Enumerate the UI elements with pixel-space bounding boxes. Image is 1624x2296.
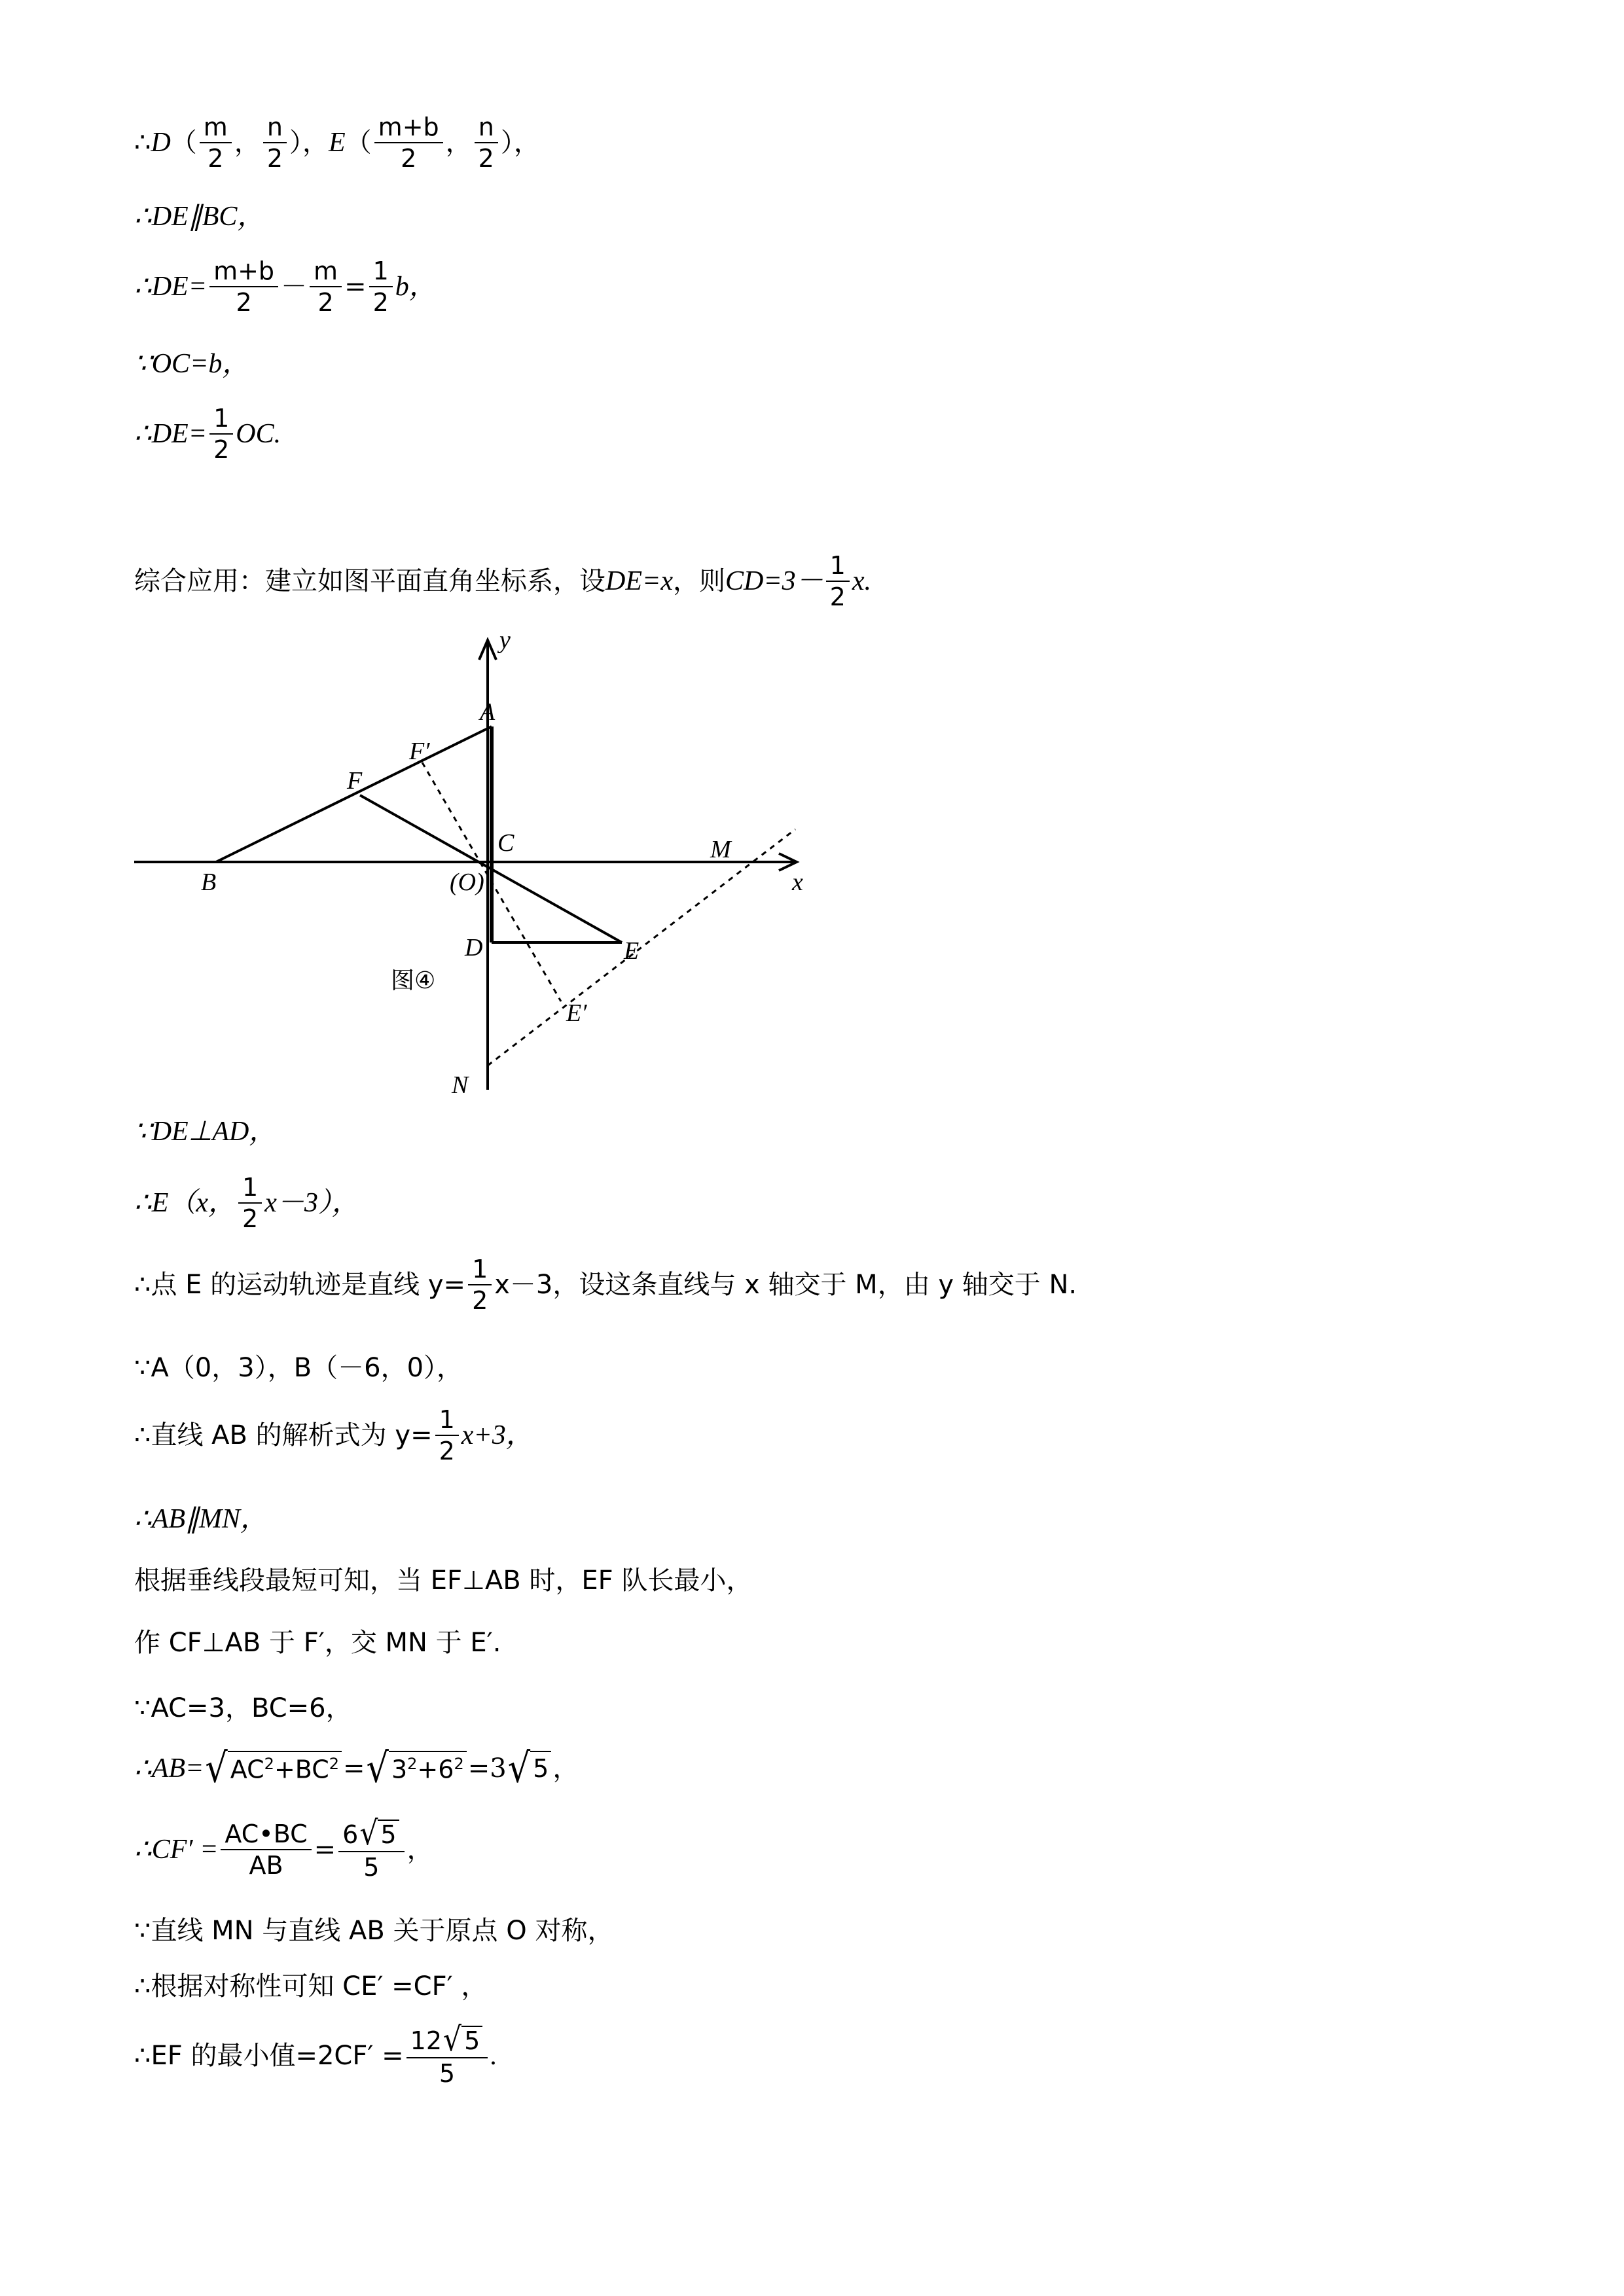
square-root: [507, 1744, 552, 1792]
fraction: [238, 1175, 262, 1231]
fraction: [475, 115, 498, 171]
statement: ∴DE∥BC，: [134, 202, 265, 232]
coefficient: 6: [342, 1820, 359, 1849]
square-root: [366, 1744, 467, 1792]
point-d: D: [151, 128, 171, 158]
radicand: 5: [530, 1751, 551, 1786]
statement: ∴根据对称性可知 CE′ =CF′ ，: [134, 1971, 488, 2001]
line-5: [134, 406, 281, 462]
denominator: 2: [472, 1286, 488, 1315]
numerator: m: [200, 115, 232, 143]
line-6: [134, 553, 871, 609]
comma: ，: [445, 128, 472, 158]
radical-sign: √: [507, 1744, 531, 1792]
statement: CD=3－: [725, 566, 823, 596]
line-7: [134, 1118, 276, 1145]
statement: 综合应用：建立如图平面直角坐标系，设: [134, 566, 605, 596]
statement: 作 CF⊥AB 于 F′，交 MN 于 E′.: [134, 1628, 501, 1658]
statement: 根据垂线段最短可知，当 EF⊥AB 时，EF 队长最小，: [134, 1566, 753, 1596]
point-e: E: [329, 128, 346, 158]
line-17: [134, 1814, 433, 1882]
equals: =: [314, 1835, 336, 1865]
label-f: F: [347, 767, 363, 795]
statement: ∴E（x，: [134, 1188, 236, 1218]
term: 3: [391, 1755, 408, 1784]
coordinate-figure: [134, 628, 828, 1100]
label-o: (O): [450, 869, 484, 896]
radicand: [389, 1751, 467, 1786]
label-a: A: [480, 698, 496, 726]
line-15: [134, 1695, 352, 1721]
line-4: [134, 350, 249, 378]
numerator: [338, 1814, 404, 1853]
denominator: 2: [829, 583, 846, 611]
label-e-prime: E′: [566, 999, 587, 1027]
paren: （: [345, 128, 372, 158]
statement: ∴DE=: [134, 419, 208, 449]
term: +6: [417, 1755, 454, 1784]
line-16: [134, 1744, 579, 1792]
numerator: m+b: [374, 115, 443, 143]
statement: x－3，设这条直线与 x 轴交于 M，由 y 轴交于 N.: [494, 1270, 1077, 1300]
term: +BC: [274, 1755, 329, 1784]
statement: DE=x: [605, 566, 673, 596]
numerator: 1: [209, 406, 233, 435]
fraction: [406, 2020, 488, 2088]
statement: ∵DE⊥AD，: [134, 1117, 277, 1147]
statement: ∴直线 AB 的解析式为 y=: [134, 1420, 433, 1450]
fraction: [209, 259, 278, 315]
label-f-prime: F′: [409, 738, 430, 765]
line-10: [134, 1355, 463, 1381]
statement: ∴CF′ =: [134, 1835, 219, 1865]
statement: x－3），: [264, 1188, 359, 1218]
statement: ∵直线 MN 与直线 AB 关于原点 O 对称，: [134, 1916, 614, 1946]
line-20: [134, 2020, 497, 2088]
label-c: C: [497, 829, 514, 857]
denominator: 2: [401, 144, 417, 173]
line-13: [134, 1568, 752, 1594]
denominator: AB: [249, 1851, 283, 1880]
radical-sign: √: [359, 1814, 378, 1853]
denominator: 5: [363, 1853, 380, 1882]
radicand: 5: [378, 1820, 399, 1848]
fraction: [338, 1814, 404, 1882]
equals: =3: [467, 1753, 507, 1784]
statement: OC.: [236, 419, 281, 449]
label-y: y: [499, 628, 511, 654]
denominator: 2: [372, 288, 389, 317]
line-1: [134, 115, 540, 171]
radicand: [228, 1751, 342, 1786]
statement: ∴AB=: [134, 1753, 204, 1784]
line-19: [134, 1973, 487, 2000]
radicand: 5: [461, 2026, 482, 2054]
term: AC: [230, 1755, 264, 1784]
radical-sign: √: [205, 1744, 228, 1792]
numerator: 1: [369, 259, 393, 287]
label-x: x: [792, 869, 803, 896]
denominator: 2: [208, 144, 224, 173]
radical-sign: √: [443, 2020, 462, 2059]
denominator: 2: [266, 144, 283, 173]
fraction: [369, 259, 393, 315]
statement: ，则: [672, 566, 725, 596]
exponent: 2: [454, 1755, 464, 1773]
fraction: [263, 115, 287, 171]
exponent: 2: [407, 1755, 418, 1773]
figure-caption: 图④: [391, 967, 436, 994]
numerator: [406, 2020, 488, 2059]
line-14: [134, 1630, 501, 1656]
exponent: 2: [264, 1755, 274, 1773]
label-m: M: [710, 836, 731, 863]
statement: ∴DE=: [134, 272, 208, 302]
numerator: 1: [238, 1175, 262, 1204]
statement: ∴EF 的最小值=2CF′ =: [134, 2041, 404, 2071]
statement: ∴AB∥MN，: [134, 1504, 268, 1534]
denominator: 2: [478, 144, 494, 173]
fraction: [374, 115, 443, 171]
statement: ∵A（0，3），B（－6，0），: [134, 1353, 463, 1383]
statement: ∵AC=3，BC=6，: [134, 1693, 352, 1723]
minus: －: [281, 272, 308, 302]
radical-sign: √: [366, 1744, 389, 1792]
fraction: [221, 1821, 311, 1878]
line-18: [134, 1918, 613, 1944]
numerator: 1: [468, 1257, 492, 1285]
square-root: [359, 1814, 399, 1853]
line-9: [134, 1257, 1077, 1313]
square-root: [443, 2020, 482, 2059]
label-d: D: [465, 934, 483, 961]
statement: x+3，: [461, 1420, 533, 1450]
label-e: E: [624, 937, 640, 965]
line-2: [134, 203, 264, 230]
paren: ），: [500, 128, 540, 158]
comma: ，: [552, 1753, 579, 1784]
denominator: 2: [317, 288, 334, 317]
numerator: n: [475, 115, 498, 143]
fraction: [310, 259, 342, 315]
denominator: 5: [439, 2059, 456, 2088]
numerator: AC•BC: [221, 1821, 311, 1850]
fraction: [468, 1257, 492, 1313]
numerator: m+b: [209, 259, 278, 287]
line-3: [134, 259, 437, 315]
numerator: m: [310, 259, 342, 287]
comma: ，: [234, 128, 261, 158]
numerator: 1: [826, 553, 850, 582]
fraction: [209, 406, 233, 462]
period: .: [490, 2041, 497, 2071]
line-8: [134, 1175, 359, 1231]
line-11: [134, 1407, 533, 1463]
statement: b，: [395, 272, 437, 302]
comma: ，: [406, 1835, 433, 1865]
fraction: [826, 553, 850, 609]
line-12: [134, 1505, 268, 1533]
label-b: B: [201, 869, 217, 896]
statement: x.: [852, 566, 872, 596]
paren: （: [170, 128, 197, 158]
equals: =: [343, 1753, 365, 1784]
statement: ∵OC=b，: [134, 349, 250, 379]
fraction: [435, 1407, 459, 1463]
numerator: 1: [435, 1407, 459, 1436]
line-mn: [488, 829, 795, 1066]
square-root: [205, 1744, 342, 1792]
denominator: 2: [439, 1437, 455, 1465]
numerator: n: [263, 115, 287, 143]
denominator: 2: [236, 288, 252, 317]
denominator: 2: [242, 1204, 259, 1233]
equals: =: [344, 272, 367, 302]
denominator: 2: [213, 435, 230, 464]
fraction: [200, 115, 232, 171]
exponent: 2: [329, 1755, 340, 1773]
label-n: N: [452, 1071, 469, 1099]
therefore-symbol: ∴: [134, 128, 151, 158]
coefficient: 12: [410, 2026, 442, 2055]
paren: ），: [289, 128, 329, 158]
statement: ∴点 E 的运动轨迹是直线 y=: [134, 1270, 466, 1300]
